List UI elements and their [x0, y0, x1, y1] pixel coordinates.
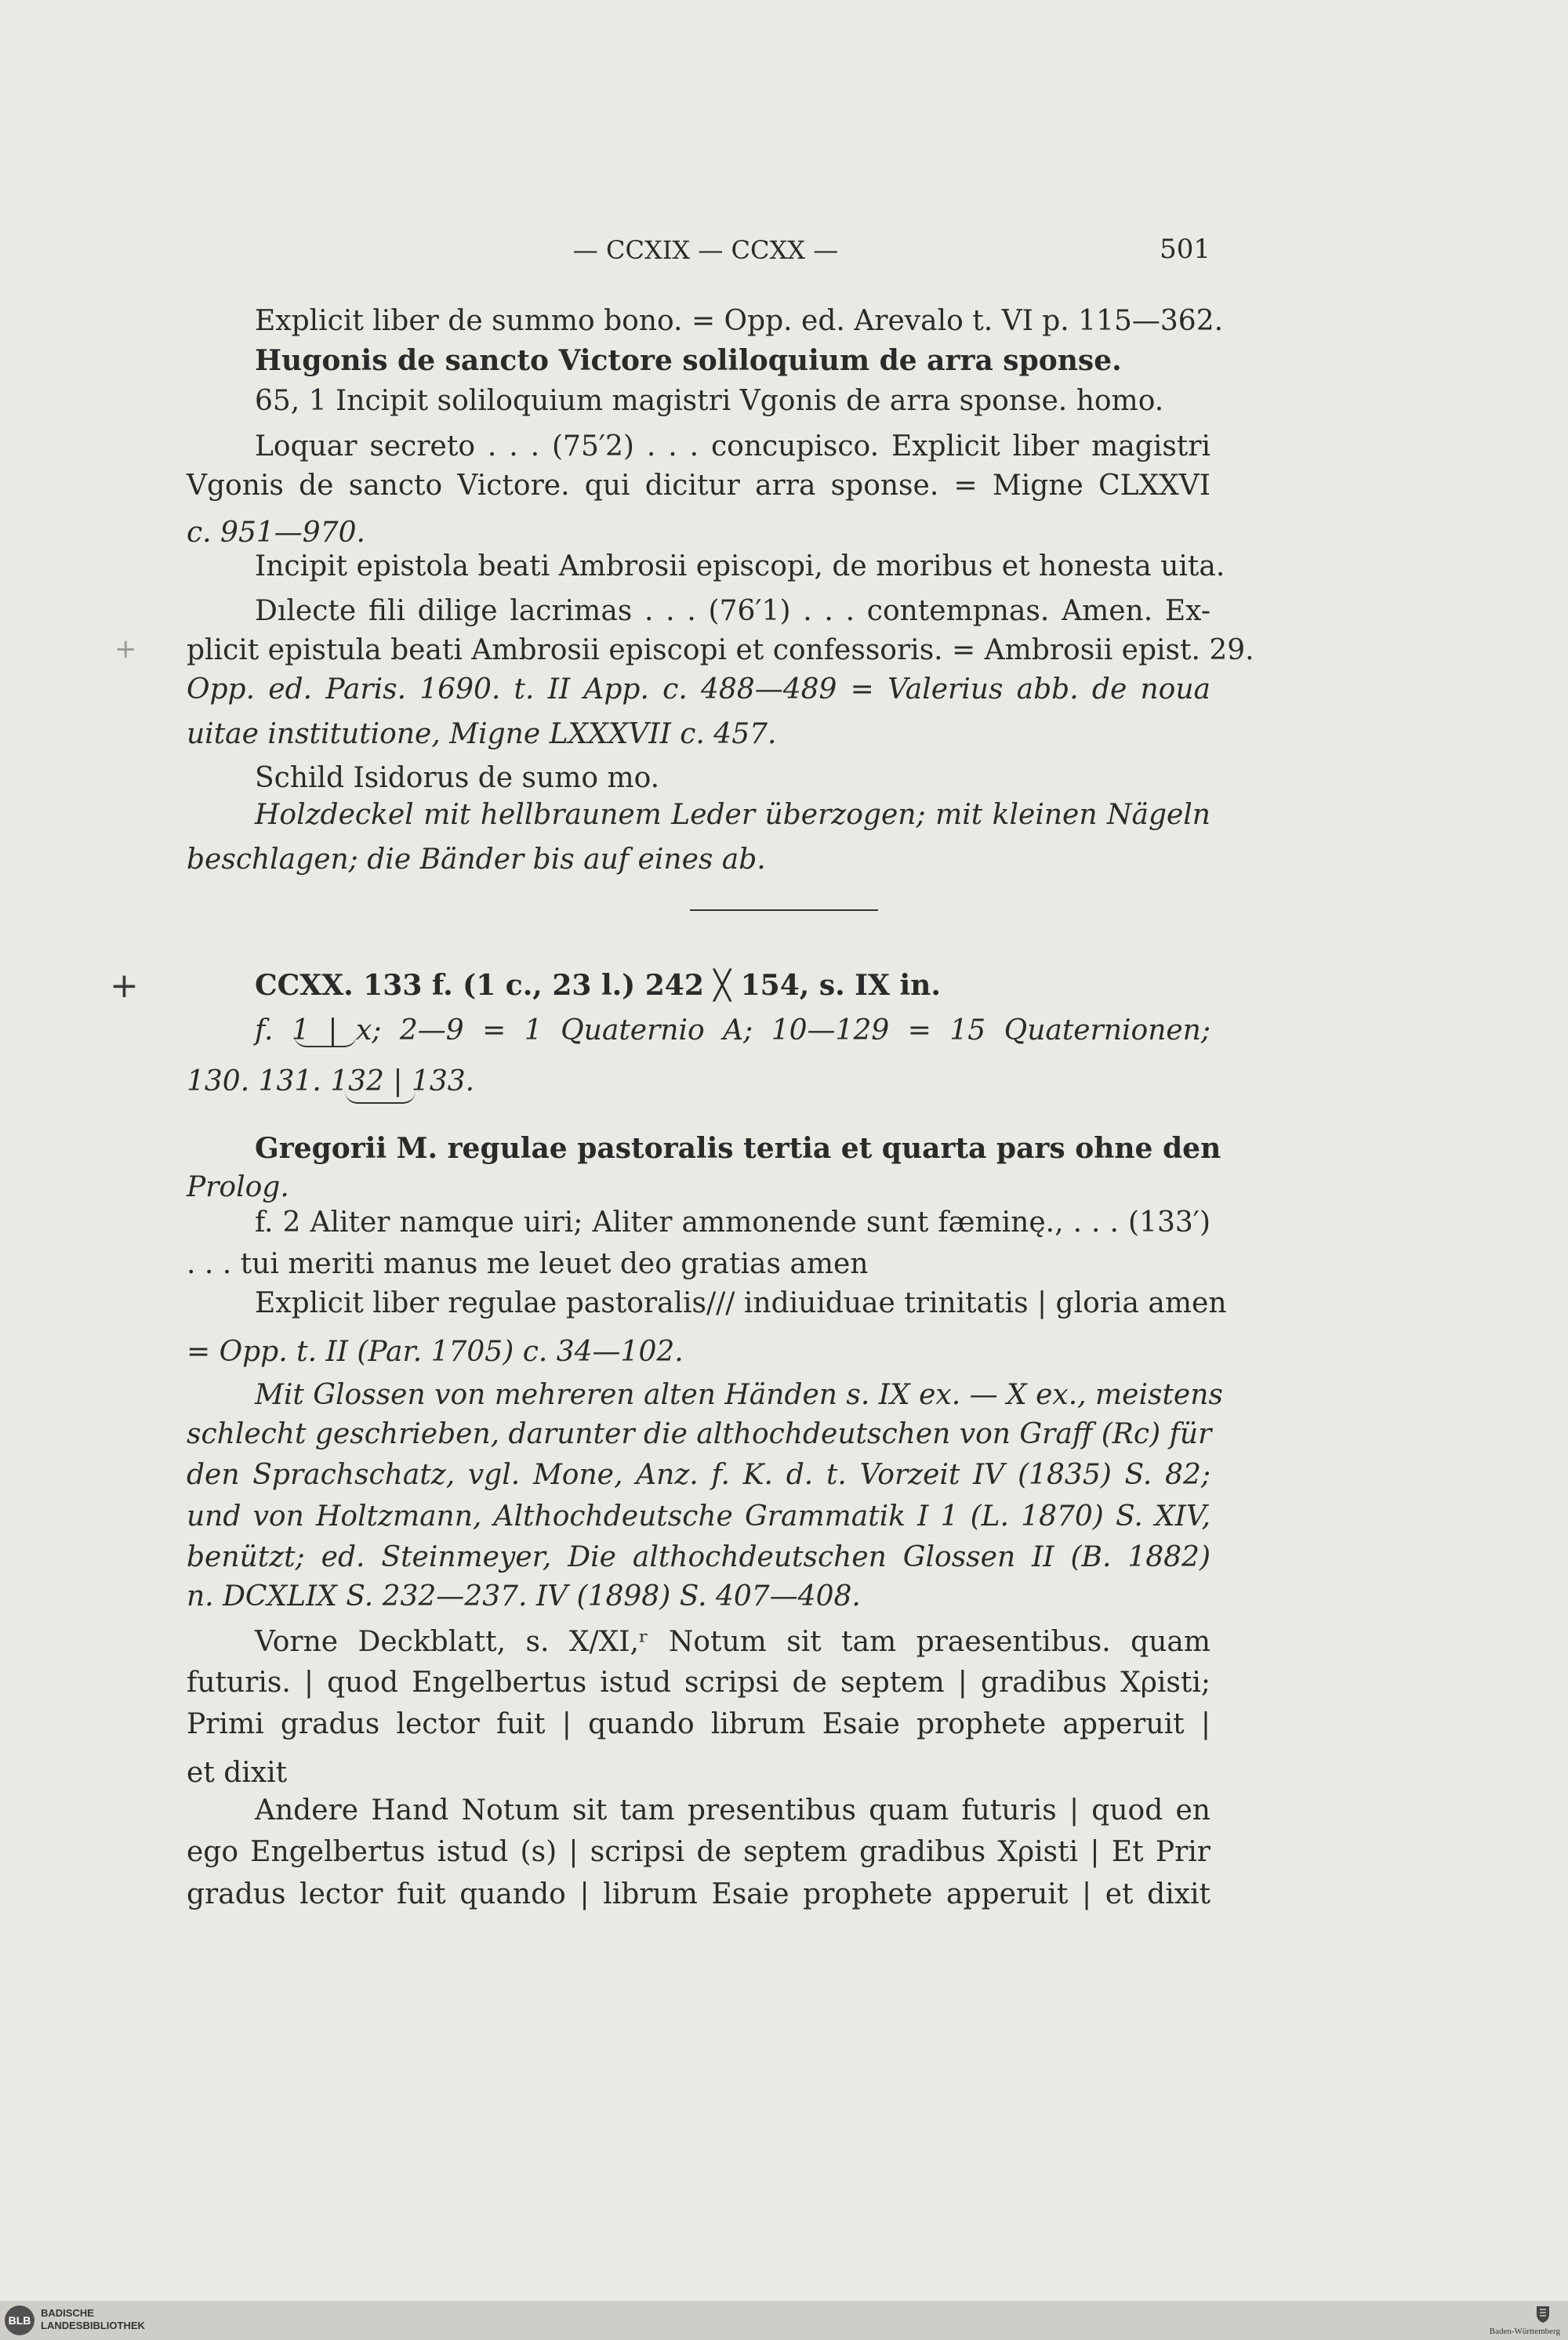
text-line: n. DCXLIX S. 232—237. IV (1898) S. 407—408. — [187, 1580, 861, 1613]
text-line: 130. 131. 132 | 133. — [187, 1065, 475, 1097]
region-label: Baden-Württemberg — [1489, 2327, 1560, 2336]
text-line: et dixit — [187, 1757, 288, 1789]
running-title: — CCXIX — CCXX — — [572, 235, 839, 265]
text-line: Andere Hand Notum sit tam presentibus quam futuris | quod en — [255, 1794, 1210, 1827]
text-line: Loquar secreto . . . (75′2) . . . concupisco. Explicit liber magistri — [255, 430, 1210, 463]
text-line: Dılecte fili dilige lacrimas . . . (76′1) . . . contempnas. Amen. Ex- — [255, 595, 1210, 627]
library-logo: BLB — [5, 2306, 34, 2335]
text-line: Vorne Deckblatt, s. X/XI,ʳ Notum sit tam praesentibus. quam — [255, 1626, 1210, 1658]
text-line: Schild Isidorus de sumo mo. — [255, 762, 660, 794]
text-line: Primi gradus lector fuit | quando librum Esaie prophete apperuit | — [187, 1708, 1210, 1740]
section-heading: Hugonis de sancto Victore soliloquium de arra sponse. — [255, 344, 1122, 377]
section-heading: Gregorii M. regulae pastoralis tertia et quarta pars ohne den — [255, 1132, 1221, 1165]
text-line: f. 1 | x; 2—9 = 1 Quaternio A; 10—129 = 15 Quaternionen; — [255, 1014, 1210, 1047]
text-line: ego Engelbertus istud (s) | scripsi de septem gradibus Χρisti | Et Prir — [187, 1836, 1210, 1868]
text-line: benützt; ed. Steinmeyer, Die althochdeutschen Glossen II (B. 1882) — [187, 1541, 1210, 1573]
section-divider — [690, 909, 878, 911]
text-line: Opp. ed. Paris. 1690. t. II App. c. 488—489 = Valerius abb. de noua — [187, 673, 1210, 706]
text-line: und von Holtzmann, Althochdeutsche Grammatik I 1 (L. 1870) S. XIV, — [187, 1500, 1210, 1533]
text-line: Incipit epistola beati Ambrosii episcopi, de moribus et honesta uita. — [255, 550, 1225, 582]
text-line: = Opp. t. II (Par. 1705) c. 34—102. — [187, 1336, 684, 1368]
library-name: BADISCHE LANDESBIBLIOTHEK — [41, 2307, 145, 2331]
text-line: . . . tui meriti manus me leuet deo gratias amen — [187, 1248, 869, 1280]
page-number: 501 — [1160, 234, 1210, 265]
text-line: Holzdeckel mit hellbraunem Leder überzogen; mit kleinen Nägeln — [255, 799, 1210, 831]
text-line: beschlagen; die Bänder bis auf eines ab. — [187, 843, 766, 876]
footer-bar — [0, 2301, 1568, 2340]
text-line: plicit epistula beati Ambrosii episcopi et confessoris. = Ambrosii epist. 29. — [187, 634, 1254, 666]
text-line: schlecht geschrieben, darunter die althochdeutschen von Graff (Rc) für — [187, 1418, 1212, 1450]
binding-bracket — [345, 1091, 416, 1104]
text-line: 65, 1 Incipit soliloquium magistri Vgonis de arra sponse. homo. — [255, 385, 1164, 417]
binding-bracket — [294, 1035, 357, 1047]
text-line: futuris. | quod Engelbertus istud scripsi de septem | gradibus Χρisti; — [187, 1667, 1210, 1699]
coat-of-arms-icon — [1535, 2305, 1551, 2324]
margin-mark: + — [114, 633, 137, 665]
text-line: Explicit liber regulae pastoralis/// indiuiduae trinitatis | gloria amen — [255, 1287, 1227, 1319]
manuscript-heading: CCXX. 133 f. (1 c., 23 l.) 242 ╳ 154, s. IX in. — [255, 969, 941, 1002]
text-line: Explicit liber de summo bono. = Opp. ed. Arevalo t. VI p. 115—362. — [255, 305, 1224, 337]
text-line: gradus lector fuit quando | librum Esaie prophete apperuit | et dixit — [187, 1878, 1210, 1910]
text-line: Prolog. — [187, 1171, 289, 1203]
text-line: f. 2 Aliter namque uiri; Aliter ammonende sunt fæminę., . . . (133′) — [255, 1206, 1210, 1239]
text-line: Mit Glossen von mehreren alten Händen s. IX ex. — X ex., meistens — [255, 1379, 1223, 1411]
text-line: Vgonis de sancto Victore. qui dicitur arra sponse. = Migne CLXXVI — [187, 470, 1210, 502]
text-line: c. 951—970. — [187, 517, 365, 549]
margin-mark: + — [110, 966, 139, 1006]
text-line: uitae institutione, Migne LXXXVII c. 457. — [187, 718, 777, 750]
text-line: den Sprachschatz, vgl. Mone, Anz. f. K. d. t. Vorzeit IV (1835) S. 82; — [187, 1459, 1210, 1491]
